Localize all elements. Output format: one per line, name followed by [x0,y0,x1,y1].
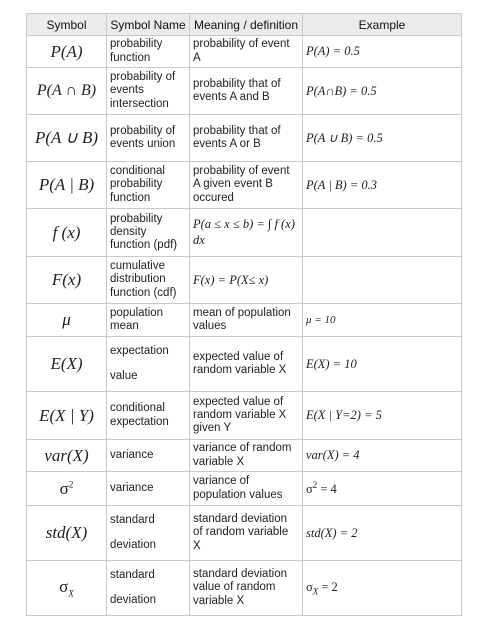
name-cell: conditional probability function [107,162,190,209]
table-row [27,257,462,304]
table-row [27,209,462,257]
symbol-cell: μ [27,304,107,337]
header-row [27,14,462,36]
symbol-cell: P(A | B) [27,162,107,209]
name-link[interactable]: variance [110,448,154,461]
example-cell: E(X) = 10 [303,337,462,392]
example-cell [303,257,462,304]
name-link-line2[interactable]: deviation [110,593,157,606]
table-row [27,115,462,162]
meaning-cell: probability of event A given event B occured [190,162,303,209]
symbol-cell: P(A ∩ B) [27,68,107,115]
name-cell[interactable] [107,440,190,472]
meaning-cell: expected value of random variable X [190,337,303,392]
superscript-2: 2 [312,479,318,490]
name-cell: cumulative distribution function (cdf) [107,257,190,304]
table-row [27,472,462,506]
symbol-cell: std(X) [27,506,107,561]
sigma-symbol: σ [306,482,313,497]
symbol-cell: P(A ∪ B) [27,115,107,162]
name-link-line1[interactable]: expectation [110,345,169,358]
name-link-line1[interactable]: standard [110,569,155,582]
name-cell: probability of events intersection [107,68,190,115]
subscript-x: X [312,586,319,597]
table-row [27,506,462,561]
name-link-line2[interactable]: deviation [110,538,157,551]
meaning-cell: probability that of events A or B [190,115,303,162]
sigma-symbol: σ [59,577,69,597]
example-rest: = 4 [317,482,337,497]
symbol-cell: P(A) [27,36,107,68]
symbol-cell: var(X) [27,440,107,472]
name-link-line2[interactable]: value [110,369,138,382]
example-cell: var(X) = 4 [303,440,462,472]
example-cell: P(A | B) = 0.3 [303,162,462,209]
sigma-symbol: σ [306,579,313,594]
table-row [27,162,462,209]
name-cell[interactable] [107,506,190,561]
sigma-symbol: σ [59,478,69,498]
example-cell [303,561,462,616]
name-cell[interactable] [107,561,190,616]
symbol-cell: F(x) [27,257,107,304]
example-cell: μ = 10 [303,304,462,337]
table-row [27,561,462,616]
header-symbol: Symbol [27,14,107,36]
symbol-cell: E(X | Y) [27,392,107,440]
table-row [27,68,462,115]
meaning-cell: probability of event A [190,36,303,68]
example-cell: E(X | Y=2) = 5 [303,392,462,440]
name-cell: probability of events union [107,115,190,162]
example-rest: = 2 [318,579,338,594]
header-example: Example [303,14,462,36]
symbol-cell: f (x) [27,209,107,257]
meaning-cell: variance of population values [190,472,303,506]
name-cell: conditional expectation [107,392,190,440]
example-cell: P(A ∪ B) = 0.5 [303,115,462,162]
header-symbol-name: Symbol Name [107,14,190,36]
subscript-x: X [68,588,74,599]
example-cell [303,472,462,506]
symbol-cell: E(X) [27,337,107,392]
meaning-cell: P(a ≤ x ≤ b) = ∫ f (x) dx [190,209,303,257]
table-row [27,392,462,440]
name-cell: probability function [107,36,190,68]
meaning-cell: expected value of random variable X given Y [190,392,303,440]
name-cell: population mean [107,304,190,337]
table-row [27,304,462,337]
table-row [27,440,462,472]
meaning-cell: standard deviation value of random variable X [190,561,303,616]
example-cell: P(A) = 0.5 [303,36,462,68]
meaning-cell: F(x) = P(X≤ x) [190,257,303,304]
name-link-line1[interactable]: standard [110,514,155,527]
example-cell: std(X) = 2 [303,506,462,561]
table-row [27,36,462,68]
example-cell [303,209,462,257]
header-meaning: Meaning / definition [190,14,303,36]
name-cell: probability density function (pdf) [107,209,190,257]
symbol-table [26,13,462,616]
table-row [27,337,462,392]
meaning-cell: mean of population values [190,304,303,337]
symbol-cell [27,561,107,616]
name-cell[interactable] [107,337,190,392]
example-cell: P(A∩B) = 0.5 [303,68,462,115]
name-link[interactable]: variance [110,481,154,494]
meaning-cell: variance of random variable X [190,440,303,472]
symbol-cell [27,472,107,506]
meaning-cell: probability that of events A and B [190,68,303,115]
superscript-2: 2 [68,478,74,489]
name-cell[interactable] [107,472,190,506]
meaning-cell: standard deviation of random variable X [190,506,303,561]
